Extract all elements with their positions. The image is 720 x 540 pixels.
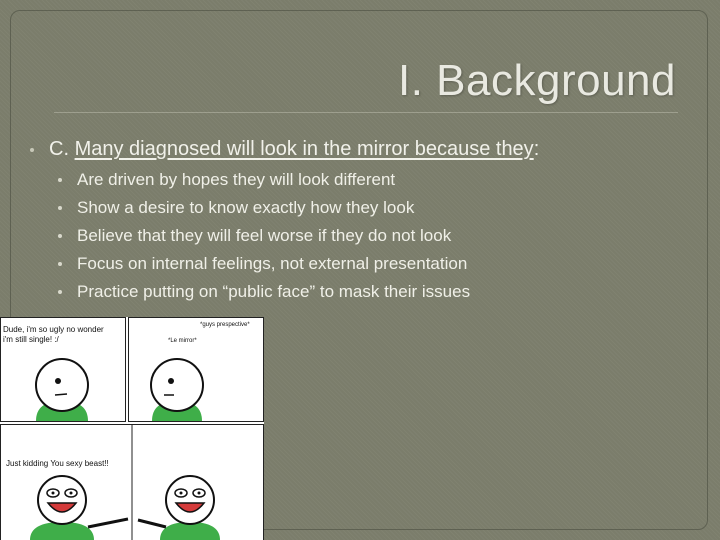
bullet-dot-icon	[58, 234, 62, 238]
heading-prefix: C.	[49, 138, 75, 160]
bullet-text: Believe that they will feel worse if they do not look	[77, 226, 452, 245]
comic-caption-2: *Le mirror*	[168, 338, 197, 344]
heading-bullet-icon	[30, 148, 34, 152]
bullet-dot-icon	[58, 178, 62, 182]
mirror-character-icon	[151, 359, 203, 421]
comic-caption-3: Just kidding You sexy beast!!	[6, 459, 109, 468]
bullet-text: Are driven by hopes they will look different	[77, 170, 396, 189]
title-divider	[54, 112, 678, 113]
section-heading	[49, 138, 539, 161]
bullet-dot-icon	[58, 206, 62, 210]
comic-caption-top: *guys prespective*	[200, 322, 250, 328]
heading-suffix: :	[533, 138, 540, 160]
bullet-item	[58, 194, 470, 222]
bullet-item	[58, 222, 470, 250]
comic-caption-1b: i'm still single! :/	[3, 335, 59, 344]
comic-strip-svg	[0, 317, 264, 540]
slide-title: I. Background	[398, 56, 676, 105]
bullet-item	[58, 250, 470, 278]
heading-underlined-text: Many diagnosed will look in the mirror because they	[74, 138, 534, 160]
bullet-text: Focus on internal feelings, not external presentation	[77, 254, 468, 273]
bullet-item	[58, 166, 470, 194]
bullet-text: Show a desire to know exactly how they look	[77, 198, 415, 217]
bullet-dot-icon	[58, 262, 62, 266]
comic-caption-1a: Dude, i'm so ugly no wonder	[3, 325, 104, 334]
bullet-dot-icon	[58, 290, 62, 294]
sad-character-icon	[36, 359, 88, 421]
comic-image	[0, 317, 264, 540]
bullet-text: Practice putting on “public face” to mask their issues	[77, 282, 471, 301]
bullet-item	[58, 278, 470, 306]
bullet-list	[58, 166, 470, 306]
